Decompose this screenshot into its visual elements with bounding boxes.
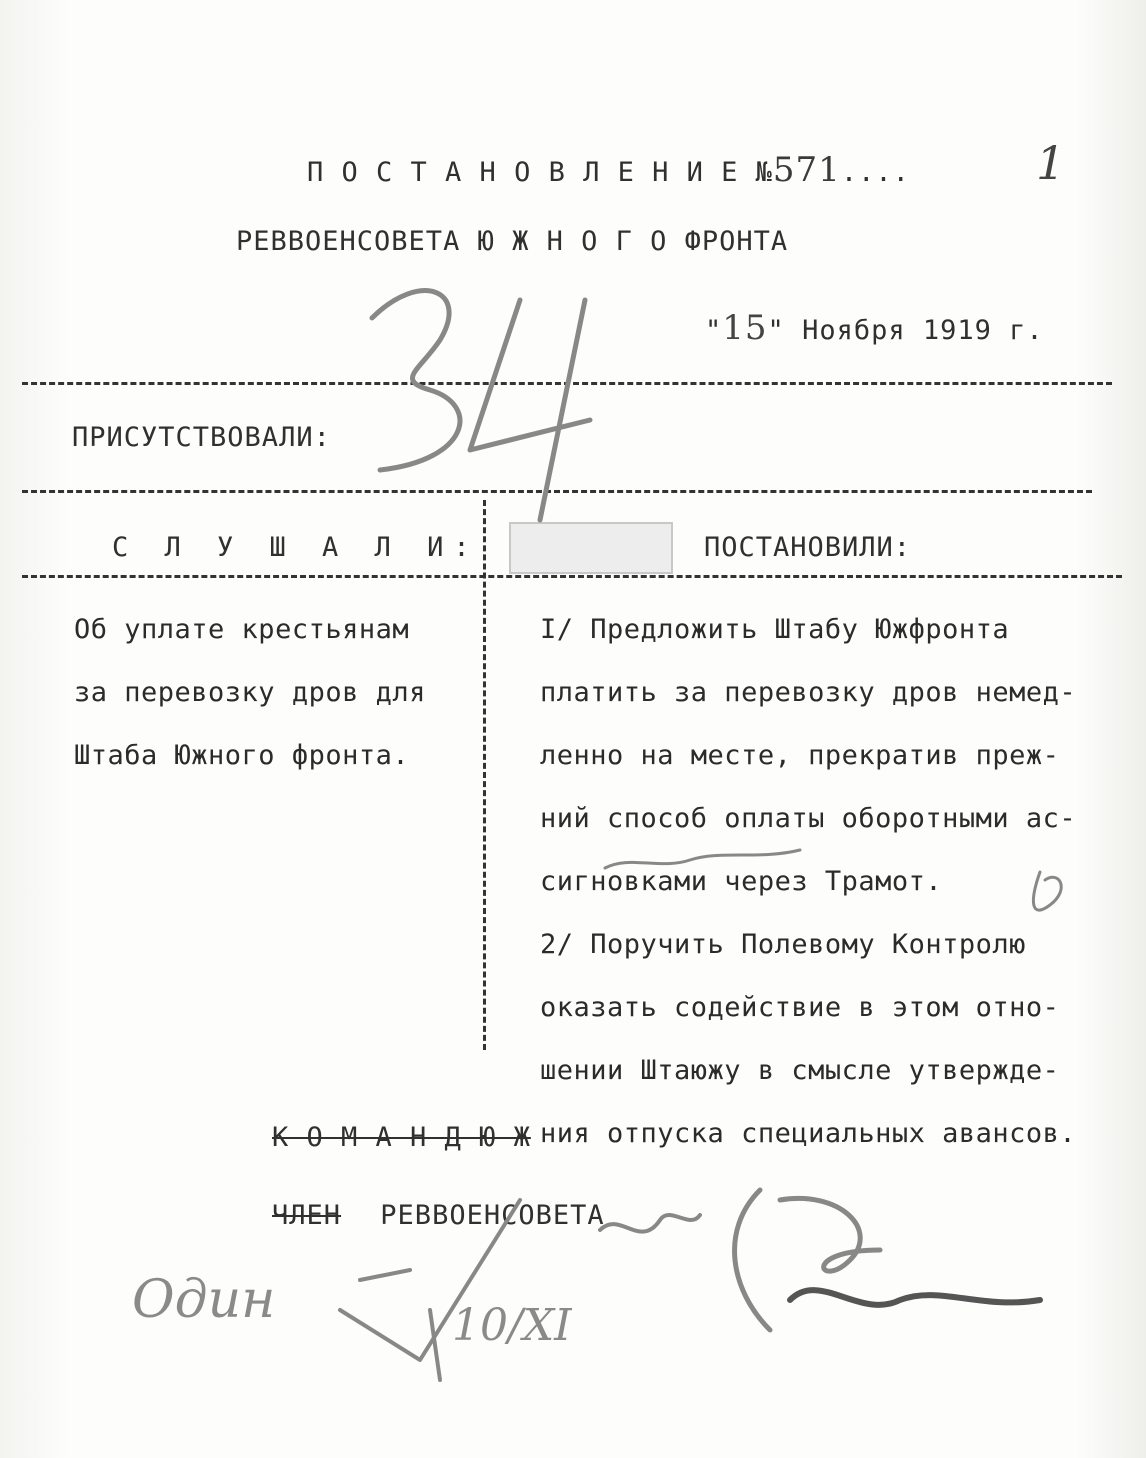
correction-v (1033, 872, 1061, 910)
member-label: РЕВВОЕНСОВЕТА (380, 1200, 605, 1231)
date-day: 15 (722, 308, 768, 348)
decided-label: ПОСТАНОВИЛИ: (704, 532, 912, 563)
resolution-number: 571 (772, 150, 841, 190)
signature-2 (735, 1190, 880, 1330)
decided-line: платить за перевозку дров немед- (540, 677, 1077, 708)
decided-line: сигновками через Трамот. (540, 866, 943, 897)
pencil-bottom-number: 10/XI (452, 1300, 572, 1351)
date-month-year: Ноября 1919 г. (802, 315, 1044, 346)
number-dots: .... (840, 157, 910, 188)
margin-number-34 (372, 291, 590, 520)
pencil-margin-number (380, 280, 390, 289)
page-number: 1 (1036, 136, 1066, 190)
decided-line: шении Штаюжу в смысле утвержде- (540, 1055, 1060, 1086)
date-quote-close: " (767, 315, 785, 346)
heard-label: С Л У Ш А Л И: (112, 532, 480, 563)
present-label: ПРИСУТСТВОВАЛИ: (72, 422, 331, 453)
decided-line: ний способ оплаты оборотными ас- (540, 803, 1077, 834)
decided-line: I/ Предложить Штабу Южфронта (540, 614, 1010, 645)
title-text: П О С Т А Н О В Л Е Н И Е № (307, 157, 773, 188)
heard-line: Об уплате крестьянам (74, 614, 410, 645)
commander-label: К О М А Н Д Ю Ж (272, 1122, 531, 1153)
correction-scribble (605, 850, 800, 868)
decided-line: оказать содействие в этом отно- (540, 992, 1060, 1023)
council-subtitle: РЕВВОЕНСОВЕТА Ю Ж Н О Г О ФРОНТА (236, 226, 789, 257)
heard-line: Штаба Южного фронта. (74, 740, 410, 771)
signature-1 (600, 1215, 700, 1232)
decided-line: ния отпуска специальных авансов. (540, 1118, 1077, 1149)
decided-line: ленно на месте, прекратив преж- (540, 740, 1060, 771)
signature-3 (790, 1290, 1040, 1305)
decided-line: 2/ Поручить Полевому Контролю (540, 929, 1026, 960)
heard-line: за перевозку дров для (74, 677, 426, 708)
date-quote-open: " (705, 315, 723, 346)
pencil-bottom-left: Один (132, 1270, 276, 1330)
member-prefix: ЧЛЕН (272, 1200, 342, 1231)
